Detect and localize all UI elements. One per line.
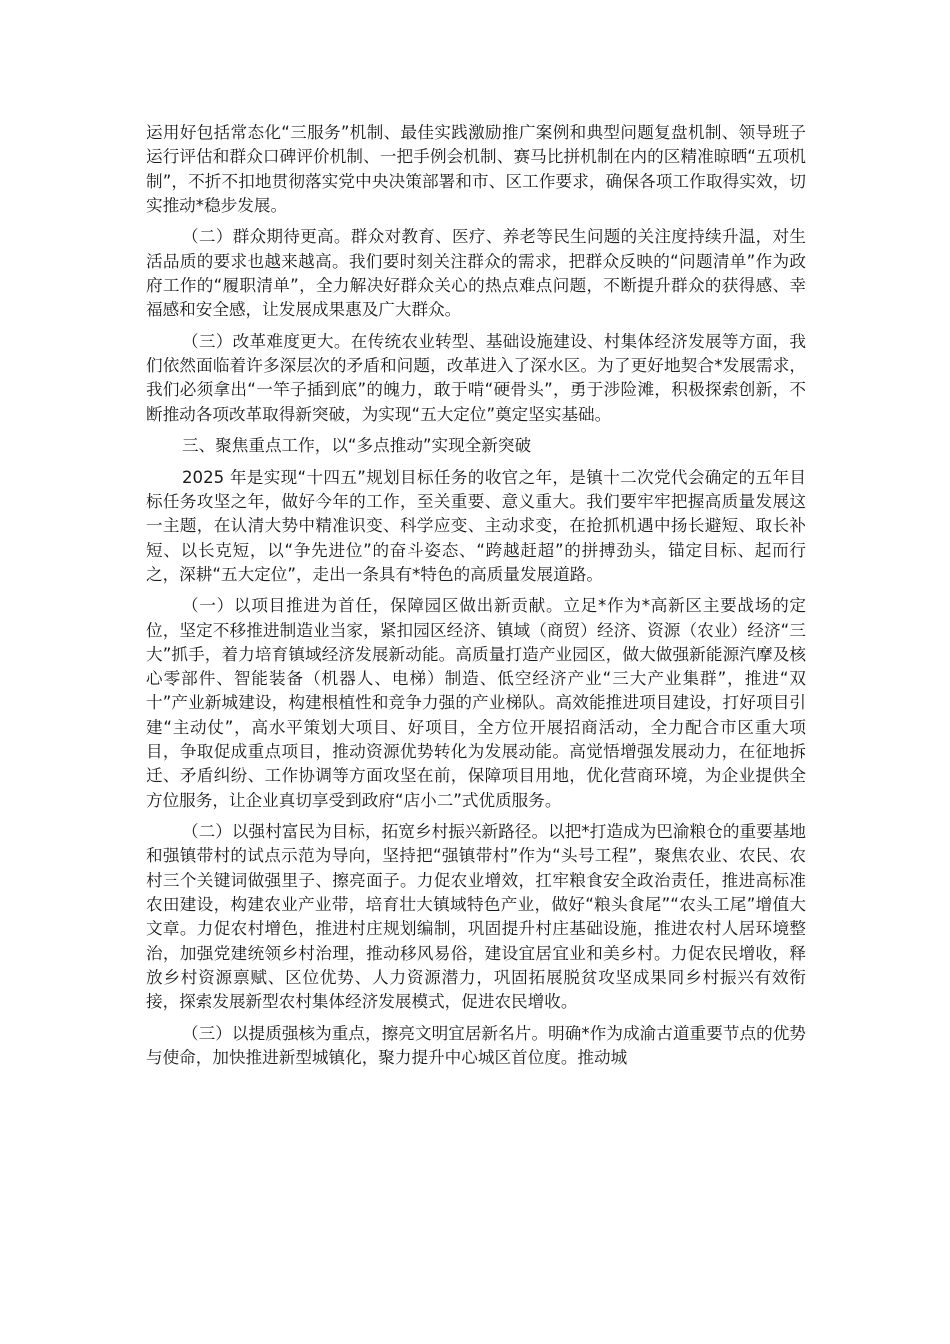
paragraph-urban-quality: （三）以提质强核为重点，擦亮文明宜居新名片。明确*作为成渝古道重要节点的优势与使命，加快推进新型城镇化，聚力提升中心城区首位度。推动城 bbox=[146, 1023, 806, 1067]
paragraph-reform-difficulty: （三）改革难度更大。在传统农业转型、基础设施建设、村集体经济发展等方面，我们依然面临着许多深层次的矛盾和问题，改革进入了深水区。为了更好地契合*发展需求，我们必须拿出“一竿子插到底”的魄力，敢于啃“硬骨头”，勇于涉险滩，积极探索创新，不断推动各项改革取得新突破，为实现“五大定位”奠定坚实基础。 bbox=[146, 331, 806, 424]
document-page bbox=[146, 121, 806, 1077]
paragraph-2025-overview: 2025 年是实现“十四五”规划目标任务的收官之年，是镇十二次党代会确定的五年目标任务攻坚之年，做好今年的工作，至关重要、意义重大。我们要牢牢把握高质量发展这一主题，在认清大势中精准识变、科学应变、主动求变，在抢抓机遇中扬长避短、取长补短、以长克短，以“争先进位”的奋斗姿态、“跨越赶超”的拼搏劲头，锚定目标、起而行之，深耕“五大定位”，走出一条具有*特色的高质量发展道路。 bbox=[146, 467, 806, 584]
paragraph-rural-revitalization: （二）以强村富民为目标，拓宽乡村振兴新路径。以把*打造成为巴渝粮仓的重要基地和强镇带村的试点示范为导向，坚持把“强镇带村”作为“头号工程”，聚焦农业、农民、农村三个关键词做强里子、擦亮面子。力促农业增效，扛牢粮食安全政治责任，推进高标准农田建设，构建农业产业带，培育壮大镇域特色产业，做好“粮头食尾”“农头工尾”增值大文章。力促农村增色，推进村庄规划编制，巩固提升村庄基础设施，推进农村人居环境整治，加强党建统领乡村治理，推动移风易俗，建设宜居宜业和美乡村。力促农民增收，释放乡村资源禀赋、区位优势、人力资源潜力，巩固拓展脱贫攻坚成果同乡村振兴有效衔接，探索发展新型农村集体经济发展模式，促进农民增收。 bbox=[146, 822, 806, 1012]
paragraph-public-expectations: （二）群众期待更高。群众对教育、医疗、养老等民生问题的关注度持续升温，对生活品质的要求也越来越高。我们要时刻关注群众的需求，把群众反映的“问题清单”作为政府工作的“履职清单”，全力解决好群众关心的热点难点问题，不断提升群众的获得感、幸福感和安全感，让发展成果惠及广大群众。 bbox=[146, 227, 806, 320]
paragraph-project-promotion: （一）以项目推进为首任，保障园区做出新贡献。立足*作为*高新区主要战场的定位，坚定不移推进制造业当家，紧扣园区经济、镇域（商贸）经济、资源（农业）经济“三大”抓手，着力培育镇域经济发展新动能。高质量打造产业园区，做大做强新能源汽摩及核心零部件、智能装备（机器人、电梯）制造、低空经济产业“三大产业集群”，推进“双十”产业新城建设，构建根植性和竞争力强的产业梯队。高效能推进项目建设，打好项目引建“主动仗”，高水平策划大项目、好项目，全方位开展招商活动，全力配合市区重大项目，争取促成重点项目，推动资源优势转化为发展动能。高觉悟增强发展动力，在征地拆迁、矛盾纠纷、工作协调等方面攻坚在前，保障项目用地，优化营商环境，为企业提供全方位服务，让企业真切享受到政府“店小二”式优质服务。 bbox=[146, 596, 806, 810]
paragraph-continuation-mechanisms: 运用好包括常态化“三服务”机制、最佳实践激励推广案例和典型问题复盘机制、领导班子运行评估和群众口碑评价机制、一把手例会机制、赛马比拼机制在内的区精准晾晒“五项机制”，不折不扣地贯彻落实党中央决策部署和市、区工作要求，确保各项工作取得实效，切实推动*稳步发展。 bbox=[146, 123, 806, 215]
section-heading-three: 三、聚焦重点工作，以“多点推动”实现全新突破 bbox=[182, 436, 532, 456]
